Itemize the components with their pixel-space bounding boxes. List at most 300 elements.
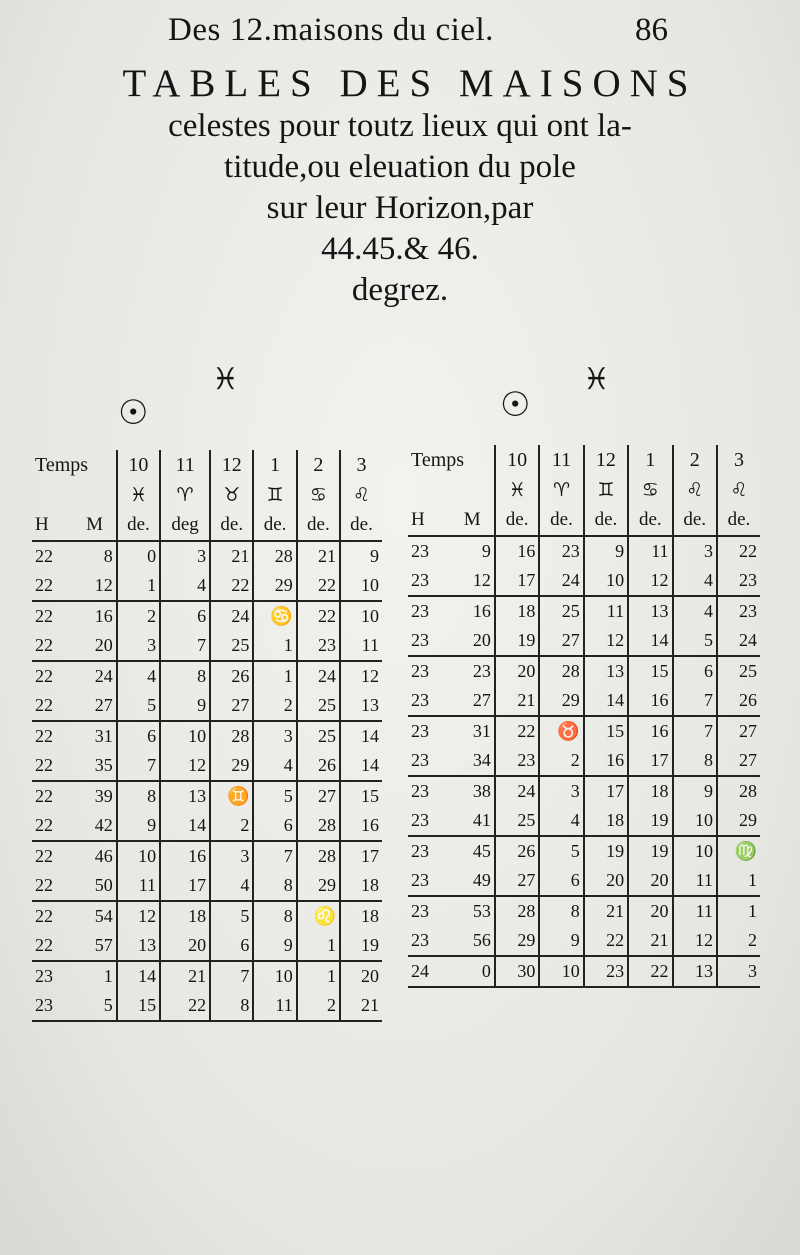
table-cell: 1 [253,661,296,691]
table-cell: 10 [584,566,628,596]
table-cell: 24 [495,776,539,806]
table-cell: 1 [717,866,760,896]
table-header-row [408,445,760,475]
table-cell: 11 [673,896,717,926]
table-cell: 2 [539,746,583,776]
table-cell: 1 [297,931,340,961]
table-cell: 22 [584,926,628,956]
table-cell: 22 [160,991,210,1021]
unit-label: de. [495,505,539,536]
table-cell: 24 [210,601,253,631]
running-title: Des 12.maisons du ciel. [168,12,494,48]
table-cell: 22 [32,541,74,571]
table-cell: 4 [160,571,210,601]
signs-spacer [408,475,495,505]
table-cell: 20 [495,656,539,686]
table-cell: 12 [584,626,628,656]
table-cell: 10 [117,841,160,871]
title-line-1: TABLES DES MAISONS [122,62,698,105]
unit-label: de. [539,505,583,536]
table-cell: 10 [539,956,583,987]
table-cell: 8 [253,901,296,931]
table-units-row [408,505,760,536]
table-signs-row [32,480,382,510]
table-cell: 2 [253,691,296,721]
table-cell: 19 [340,931,382,961]
table-cell: ♊ [210,781,253,811]
table-cell: 24 [408,956,451,987]
table-cell: 12 [117,901,160,931]
table-cell: 22 [210,571,253,601]
table-cell: 22 [297,571,340,601]
table-cell: 23 [717,566,760,596]
title-line-2: celestes pour toutz lieux qui ont la- [168,108,632,144]
table-cell: 26 [210,661,253,691]
table-cell: 22 [495,716,539,746]
table-cell: 13 [673,956,717,987]
header-house: 2 [297,450,340,480]
table-cell: ♉ [539,716,583,746]
table-cell: 29 [297,871,340,901]
table-cell: 19 [495,626,539,656]
table-row [32,811,382,841]
zodiac-sign-icon: ♈ [160,480,210,510]
table-cell: 27 [472,690,491,710]
table-cell: 23 [411,870,429,890]
table-row [408,806,760,836]
table-cell: 6 [160,601,210,631]
right-sun-icon: ☉ [500,385,531,425]
table-cell: 6 [117,721,160,751]
table-cell: 23 [411,690,429,710]
unit-label: deg [160,510,210,541]
signs-spacer [32,480,117,510]
table-cell: 26 [717,686,760,716]
header-temps: Temps [35,453,89,476]
table-cell: 17 [160,871,210,901]
table-cell: 23 [297,631,340,661]
table-cell: 22 [32,661,74,691]
table-cell: 18 [160,901,210,931]
table-cell: 8 [160,661,210,691]
table-row [32,631,382,661]
table-cell: 22 [35,755,53,775]
table-cell: 13 [628,596,672,626]
table-row [32,721,382,751]
table-cell: 2 [297,991,340,1021]
table-cell: 13 [340,691,382,721]
table-cell: 13 [117,931,160,961]
table-cell: 23 [495,746,539,776]
unit-label: de. [628,505,672,536]
unit-label: de. [673,505,717,536]
table-cell: 9 [539,926,583,956]
table-cell: 14 [160,811,210,841]
table-row [408,596,760,626]
table-cell: 14 [340,721,382,751]
table-row [408,686,760,716]
table-cell: 7 [160,631,210,661]
table-cell: 22 [297,601,340,631]
table-cell: 30 [495,956,539,987]
zodiac-sign-icon: ♓ [117,480,160,510]
table-cell: 16 [340,811,382,841]
table-cell: 12 [673,926,717,956]
table-row [32,841,382,871]
table-cell: 6 [539,866,583,896]
table-row [408,716,760,746]
page-number: 86 [635,12,668,48]
table-cell: 20 [472,630,491,650]
table-cell: 24 [717,626,760,656]
header-house: 1 [628,445,672,475]
table-cell: 8 [74,541,117,571]
table-cell: 21 [340,991,382,1021]
table-cell: 9 [340,541,382,571]
table-cell: 57 [94,935,113,955]
unit-label: de. [297,510,340,541]
table-cell: 41 [472,810,491,830]
header-temps: Temps [411,448,465,471]
table-cell: 11 [584,596,628,626]
unit-label: de. [210,510,253,541]
table-cell: 28 [210,721,253,751]
table-row [32,751,382,781]
table-cell: 12 [472,570,491,590]
table-cell: 24 [74,661,117,691]
left-house-table [32,450,382,1022]
table-row [32,691,382,721]
table-cell: 12 [628,566,672,596]
table-cell: 13 [160,781,210,811]
table-cell: 16 [584,746,628,776]
table-cell: 22 [35,935,53,955]
table-cell: 21 [210,541,253,571]
table-cell: 12 [94,575,113,595]
table-cell: 42 [94,815,113,835]
table-cell: 24 [539,566,583,596]
header-house: 10 [495,445,539,475]
table-cell: 9 [451,536,495,566]
table-cell: 11 [117,871,160,901]
table-cell: 14 [117,961,160,991]
table-cell: 15 [340,781,382,811]
table-cell: 7 [673,686,717,716]
title-line-5: 44.45.& 46. [321,231,479,267]
title-line-4: sur leur Horizon,par [266,190,534,226]
zodiac-sign-icon: ♋ [628,475,672,505]
table-cell: 9 [673,776,717,806]
table-cell: 4 [673,596,717,626]
table-cell: 29 [210,751,253,781]
table-cell: 31 [451,716,495,746]
table-cell: 27 [495,866,539,896]
table-cell: 23 [584,956,628,987]
table-cell: 16 [628,686,672,716]
table-cell: 5 [74,991,117,1021]
table-cell: 11 [628,536,672,566]
table-row [32,901,382,931]
unit-label: M [86,514,104,535]
table-cell: 4 [117,661,160,691]
table-row [408,956,760,987]
table-cell: 22 [717,536,760,566]
table-row [32,661,382,691]
zodiac-sign-icon: ♌ [673,475,717,505]
table-cell: 23 [408,836,451,866]
table-cell: 9 [584,536,628,566]
table-cell: 5 [673,626,717,656]
unit-label: de. [117,510,160,541]
table-cell: 22 [628,956,672,987]
table-cell: 10 [673,806,717,836]
table-cell: 25 [297,691,340,721]
table-cell: 4 [253,751,296,781]
table-cell: 25 [210,631,253,661]
table-cell: 17 [628,746,672,776]
unit-label: de. [584,505,628,536]
header-house: 3 [717,445,760,475]
title-line-3: titude,ou eleuation du pole [224,149,576,185]
table-cell: 28 [297,811,340,841]
table-cell: 3 [210,841,253,871]
table-cell: 26 [297,751,340,781]
zodiac-sign-icon: ♉ [210,480,253,510]
table-cell: 23 [411,630,429,650]
table-cell: 9 [253,931,296,961]
table-cell: 18 [495,596,539,626]
table-cell: 22 [32,781,74,811]
table-cell: 23 [411,810,429,830]
table-cell: 27 [717,716,760,746]
table-cell: 17 [584,776,628,806]
table-cell: 20 [628,896,672,926]
table-cell: 19 [628,836,672,866]
table-cell: 25 [539,596,583,626]
table-cell: 5 [539,836,583,866]
table-cell: 27 [717,746,760,776]
table-cell: 22 [35,635,53,655]
table-cell: 22 [32,721,74,751]
table-cell: 5 [117,691,160,721]
table-cell: 10 [673,836,717,866]
table-cell: 3 [717,956,760,987]
table-cell: 56 [472,930,491,950]
table-row [32,991,382,1021]
table-cell: 3 [539,776,583,806]
table-cell: 18 [340,871,382,901]
table-cell: 7 [673,716,717,746]
header-house: 11 [160,450,210,480]
table-cell: 23 [408,776,451,806]
table-cell: 8 [253,871,296,901]
table-cell: 1 [717,896,760,926]
table-row [408,776,760,806]
table-cell: 5 [253,781,296,811]
table-cell: 21 [584,896,628,926]
table-cell: 7 [253,841,296,871]
table-row [408,896,760,926]
table-cell: 16 [74,601,117,631]
table-cell: 0 [117,541,160,571]
table-cell: 20 [584,866,628,896]
table-cell: 8 [117,781,160,811]
table-cell: 10 [340,571,382,601]
table-cell: 2 [717,926,760,956]
table-cell: 39 [74,781,117,811]
header-house: 2 [673,445,717,475]
table-cell: 0 [451,956,495,987]
table-cell: 9 [160,691,210,721]
zodiac-sign-icon: ♌ [717,475,760,505]
table-cell: 27 [210,691,253,721]
table-units-row [32,510,382,541]
table-cell: 20 [94,635,113,655]
table-row [408,626,760,656]
table-cell: 23 [717,596,760,626]
table-row [408,926,760,956]
table-cell: 23 [408,896,451,926]
right-pisces-sign-icon: ♓ [583,362,610,397]
table-cell: 15 [584,716,628,746]
table-cell: 16 [495,536,539,566]
table-cell: 23 [408,596,451,626]
table-cell: 38 [451,776,495,806]
table-cell: 28 [297,841,340,871]
table-cell: 16 [160,841,210,871]
table-cell: 31 [74,721,117,751]
table-cell: 23 [408,536,451,566]
table-cell: ♌ [297,901,340,931]
table-cell: 10 [160,721,210,751]
table-cell: 1 [117,571,160,601]
unit-label: M [463,509,481,530]
table-cell: ♋ [253,601,296,631]
table-row [32,571,382,601]
zodiac-sign-icon: ♋ [297,480,340,510]
table-cell: 29 [495,926,539,956]
running-header [0,8,800,52]
table-cell: 29 [253,571,296,601]
table-cell: 28 [253,541,296,571]
table-cell: 1 [253,631,296,661]
table-cell: 27 [539,626,583,656]
table-cell: 22 [32,841,74,871]
table-cell: 4 [539,806,583,836]
table-cell: 3 [673,536,717,566]
table-cell: 27 [297,781,340,811]
title-line-6: degrez. [351,272,449,308]
table-cell: 14 [584,686,628,716]
table-cell: 18 [628,776,672,806]
table-row [408,536,760,566]
table-cell: 18 [340,901,382,931]
table-cell: 16 [628,716,672,746]
table-cell: 23 [411,930,429,950]
header-house: 12 [584,445,628,475]
table-cell: 22 [32,601,74,631]
table-cell: 3 [160,541,210,571]
table-cell: 18 [584,806,628,836]
table-cell: 6 [253,811,296,841]
table-cell: 1 [297,961,340,991]
left-sun-icon: ☉ [118,393,149,433]
table-cell: 20 [340,961,382,991]
table-cell: 15 [628,656,672,686]
table-cell: 3 [253,721,296,751]
table-cell: 49 [472,870,491,890]
zodiac-sign-icon: ♌ [340,480,382,510]
table-cell: 28 [717,776,760,806]
table-cell: 4 [210,871,253,901]
unit-label: de. [340,510,382,541]
table-cell: 7 [117,751,160,781]
table-row [32,541,382,571]
table-row [32,931,382,961]
table-cell: 19 [628,806,672,836]
table-cell: 21 [628,926,672,956]
table-cell: 5 [210,901,253,931]
table-cell: 11 [340,631,382,661]
header-house: 12 [210,450,253,480]
table-cell: 26 [495,836,539,866]
table-cell: 11 [673,866,717,896]
zodiac-sign-icon: ♈ [539,475,583,505]
table-cell: 15 [117,991,160,1021]
zodiac-sign-icon: ♊ [253,480,296,510]
table-cell: 7 [210,961,253,991]
table-cell: 3 [117,631,160,661]
table-cell: 46 [74,841,117,871]
table-cell: 10 [253,961,296,991]
table-row [408,866,760,896]
table-cell: 24 [297,661,340,691]
table-cell: 22 [35,875,53,895]
table-cell: 8 [210,991,253,1021]
table-cell: 17 [340,841,382,871]
table-cell: 12 [160,751,210,781]
unit-label: H [35,514,49,535]
table-cell: 12 [340,661,382,691]
table-row [408,746,760,776]
header-house: 10 [117,450,160,480]
table-row [32,781,382,811]
table-cell: 54 [74,901,117,931]
table-cell: 2 [117,601,160,631]
table-cell: 29 [717,806,760,836]
table-cell: 21 [160,961,210,991]
zodiac-sign-icon: ♊ [584,475,628,505]
table-cell: 28 [539,656,583,686]
table-cell: 11 [253,991,296,1021]
table-cell: 4 [673,566,717,596]
header-house: 3 [340,450,382,480]
table-cell: 23 [539,536,583,566]
unit-label: de. [253,510,296,541]
table-cell: 23 [411,750,429,770]
table-row [32,601,382,631]
table-cell: 25 [297,721,340,751]
table-cell: 9 [117,811,160,841]
left-pisces-sign-icon: ♓ [212,362,239,397]
table-cell: 34 [472,750,491,770]
table-cell: 35 [94,755,113,775]
table-cell: 17 [495,566,539,596]
table-row [408,566,760,596]
table-row [32,961,382,991]
table-row [408,656,760,686]
table-cell: 20 [160,931,210,961]
